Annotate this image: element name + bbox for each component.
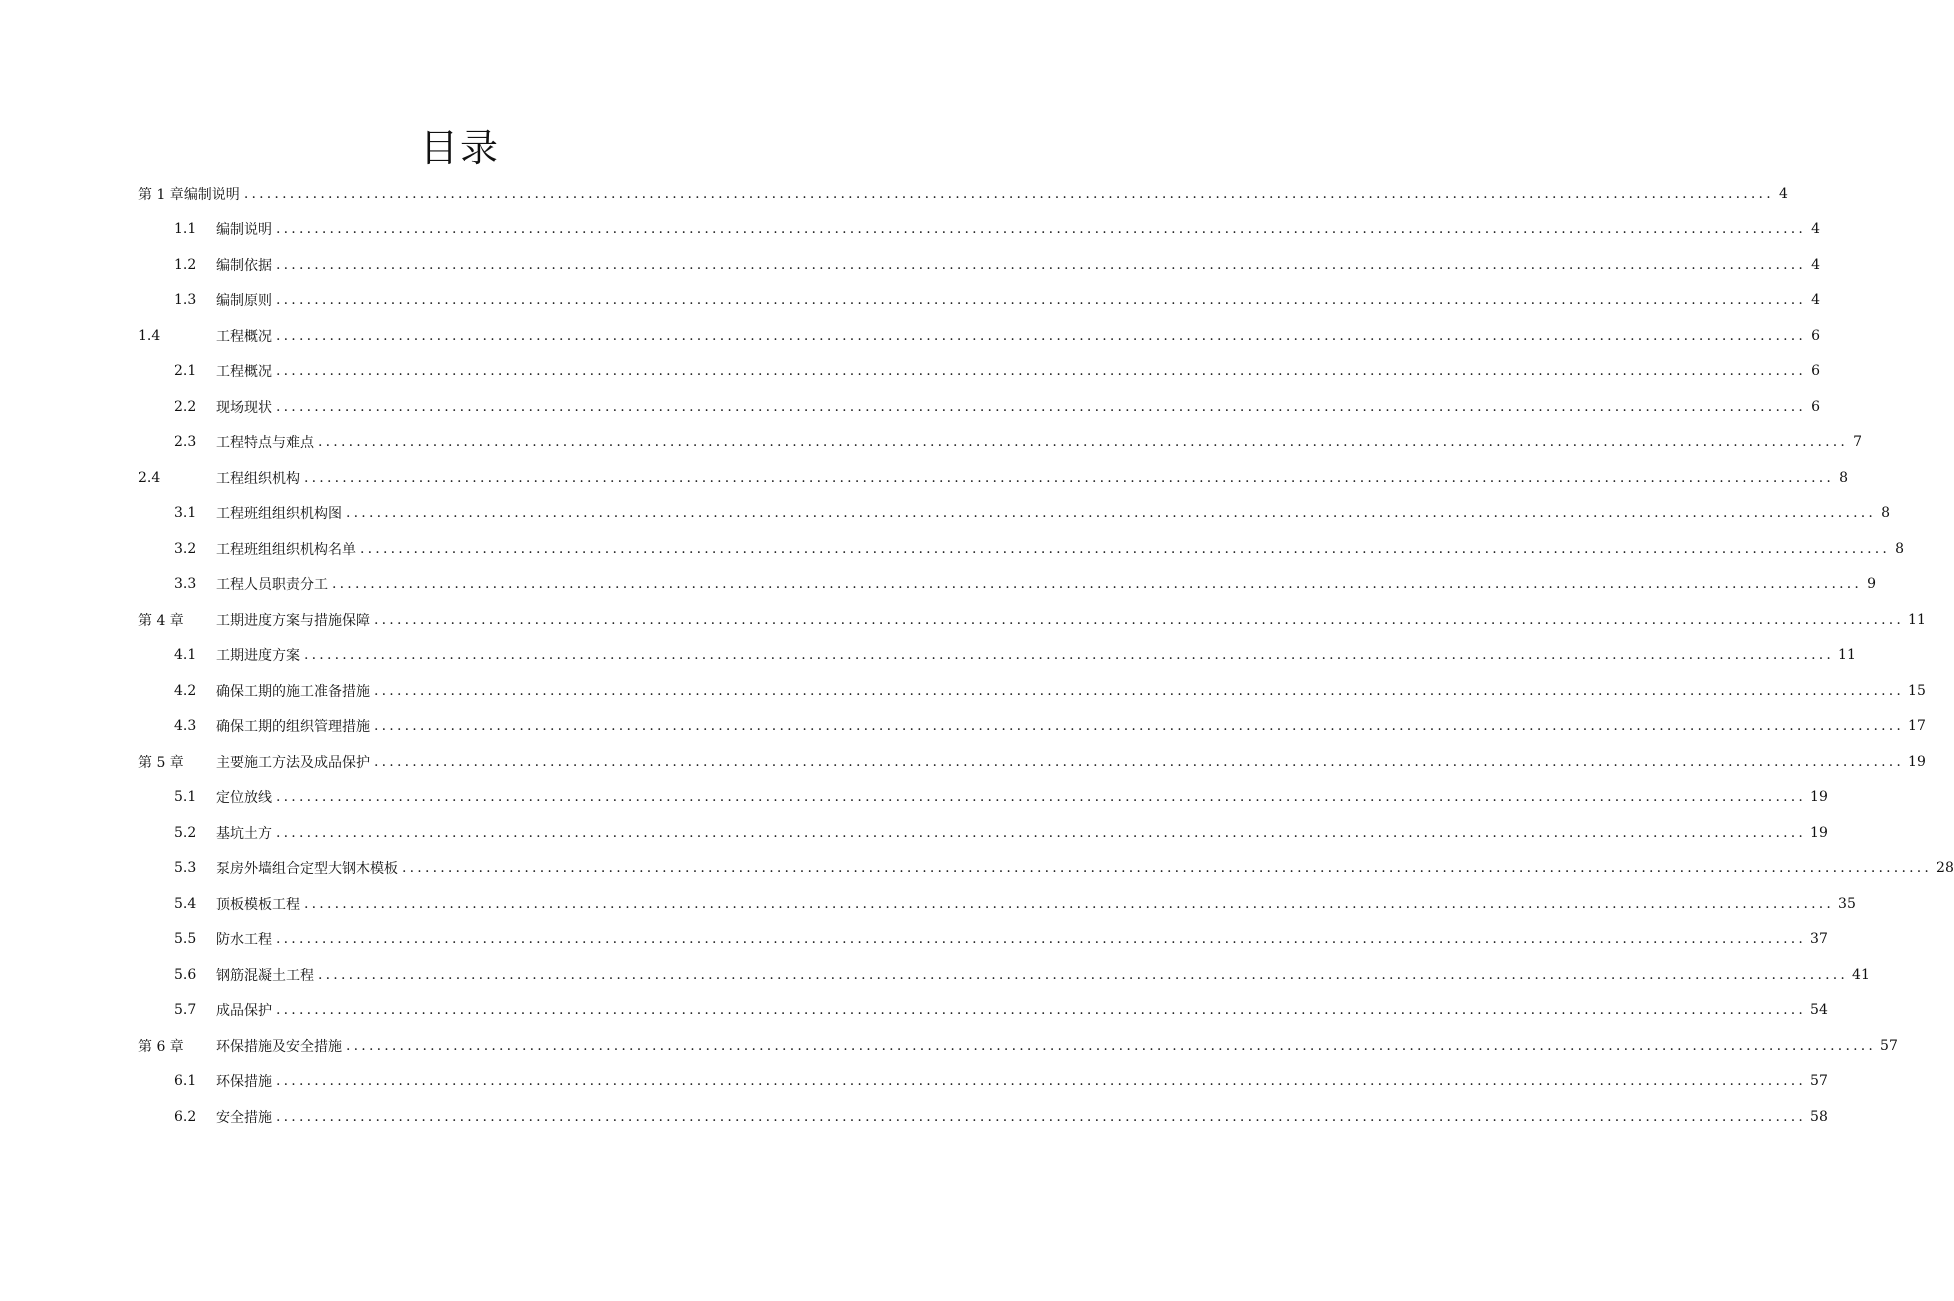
toc-entry-title: 工程特点与难点 bbox=[216, 435, 314, 452]
toc-entry-number: 3.2 bbox=[174, 540, 197, 557]
toc-entry-number: 2.4 bbox=[138, 469, 161, 486]
toc-entry-number: 5.5 bbox=[174, 931, 197, 948]
toc-dot-leader: ........................................................................................................................................................................................................ bbox=[304, 469, 1835, 486]
toc-entry-title: 钢筋混凝土工程 bbox=[216, 967, 314, 984]
toc-entry-title: 安全措施 bbox=[216, 1109, 272, 1126]
table-of-contents bbox=[138, 176, 1954, 1135]
toc-dot-leader: ........................................................................................................................................................................................................ bbox=[374, 682, 1905, 699]
toc-entry[interactable] bbox=[138, 602, 1926, 638]
toc-entry-title: 工期进度方案与措施保障 bbox=[216, 612, 370, 629]
toc-entry-title: 现场现状 bbox=[216, 399, 272, 416]
toc-entry-page: 4 bbox=[1811, 256, 1821, 273]
toc-entry[interactable] bbox=[138, 247, 1821, 283]
toc-entry[interactable] bbox=[138, 389, 1821, 425]
toc-entry-title: 工程概况 bbox=[216, 328, 272, 345]
toc-entry-number: 6.1 bbox=[174, 1073, 197, 1090]
toc-entry[interactable] bbox=[138, 354, 1821, 390]
toc-entry-number: 1.2 bbox=[174, 256, 197, 273]
toc-dot-leader: ........................................................................................................................................................................................................ bbox=[374, 611, 1905, 628]
toc-entry-page: 11 bbox=[1908, 611, 1926, 628]
toc-entry-page: 4 bbox=[1811, 221, 1821, 238]
toc-entry-number: 4.3 bbox=[174, 718, 197, 735]
toc-entry-number: 5.6 bbox=[174, 966, 197, 983]
toc-entry-page: 19 bbox=[1908, 753, 1926, 770]
toc-entry-title: 编制说明 bbox=[216, 222, 272, 239]
toc-dot-leader: ........................................................................................................................................................................................................ bbox=[276, 824, 1807, 841]
toc-entry-title: 定位放线 bbox=[216, 790, 272, 807]
toc-dot-leader: ........................................................................................................................................................................................................ bbox=[276, 931, 1807, 948]
toc-entry[interactable] bbox=[138, 1028, 1898, 1064]
toc-entry-number: 4.2 bbox=[174, 682, 197, 699]
toc-entry-number: 6.2 bbox=[174, 1108, 197, 1125]
toc-entry[interactable] bbox=[138, 815, 1828, 851]
toc-entry-title: 成品保护 bbox=[216, 1003, 272, 1020]
toc-entry-title: 编制说明 bbox=[183, 186, 240, 203]
toc-entry-page: 57 bbox=[1880, 1037, 1898, 1054]
toc-entry-number: 2.2 bbox=[174, 398, 197, 415]
toc-entry-page: 41 bbox=[1852, 966, 1870, 983]
toc-entry-page: 28 bbox=[1936, 860, 1954, 877]
toc-dot-leader: ........................................................................................................................................................................................................ bbox=[276, 398, 1807, 415]
toc-entry-number: 第 1 章 bbox=[138, 186, 184, 203]
toc-entry-number: 3.3 bbox=[174, 576, 197, 593]
toc-entry-title: 环保措施及安全措施 bbox=[216, 1038, 342, 1055]
toc-dot-leader: ........................................................................................................................................................................................................ bbox=[276, 221, 1807, 238]
toc-entry-page: 11 bbox=[1838, 647, 1856, 664]
toc-entry-number: 第 4 章 bbox=[138, 612, 184, 629]
toc-dot-leader: ........................................................................................................................................................................................................ bbox=[318, 966, 1849, 983]
toc-entry[interactable] bbox=[138, 993, 1828, 1029]
toc-entry-page: 6 bbox=[1811, 327, 1821, 344]
toc-entry-title: 工期进度方案 bbox=[216, 648, 300, 665]
toc-dot-leader: ........................................................................................................................................................................................................ bbox=[276, 1108, 1807, 1125]
toc-entry-page: 9 bbox=[1867, 576, 1877, 593]
toc-entry-number: 4.1 bbox=[174, 647, 197, 664]
toc-entry[interactable] bbox=[138, 212, 1821, 248]
toc-dot-leader: ........................................................................................................................................................................................................ bbox=[276, 292, 1807, 309]
toc-dot-leader: ........................................................................................................................................................................................................ bbox=[346, 505, 1877, 522]
toc-entry-page: 4 bbox=[1811, 292, 1821, 309]
toc-entry-page: 57 bbox=[1810, 1073, 1828, 1090]
toc-entry-number: 1.4 bbox=[138, 327, 161, 344]
toc-dot-leader: ........................................................................................................................................................................................................ bbox=[360, 540, 1891, 557]
toc-entry-title: 防水工程 bbox=[216, 932, 272, 949]
toc-entry-title: 编制依据 bbox=[216, 257, 272, 274]
toc-entry-title: 主要施工方法及成品保护 bbox=[216, 754, 370, 771]
toc-entry-number: 2.1 bbox=[174, 363, 197, 380]
toc-entry-title: 工程班组组织机构图 bbox=[216, 506, 342, 523]
toc-entry-number: 5.4 bbox=[174, 895, 197, 912]
toc-entry-title: 工程人员职责分工 bbox=[216, 577, 328, 594]
toc-entry-title: 工程班组组织机构名单 bbox=[216, 541, 356, 558]
toc-entry-page: 17 bbox=[1908, 718, 1926, 735]
toc-dot-leader: ........................................................................................................................................................................................................ bbox=[276, 256, 1807, 273]
toc-dot-leader: ........................................................................................................................................................................................................ bbox=[276, 363, 1807, 380]
toc-entry-title: 工程组织机构 bbox=[216, 470, 300, 487]
toc-dot-leader: ........................................................................................................................................................................................................ bbox=[304, 647, 1835, 664]
toc-entry-number: 1.1 bbox=[174, 221, 197, 238]
toc-entry[interactable] bbox=[138, 531, 1905, 567]
toc-entry-number: 第 6 章 bbox=[138, 1038, 184, 1055]
toc-entry-title: 泵房外墙组合定型大钢木模板 bbox=[216, 861, 398, 878]
toc-entry[interactable] bbox=[138, 318, 1821, 354]
toc-entry[interactable] bbox=[138, 957, 1870, 993]
toc-entry-number: 5.3 bbox=[174, 860, 197, 877]
toc-entry-number: 1.3 bbox=[174, 292, 197, 309]
toc-entry[interactable] bbox=[138, 922, 1828, 958]
toc-dot-leader: ........................................................................................................................................................................................................ bbox=[374, 753, 1905, 770]
toc-dot-leader: ........................................................................................................................................................................................................ bbox=[332, 576, 1863, 593]
toc-entry-page: 35 bbox=[1838, 895, 1856, 912]
toc-entry-page: 15 bbox=[1908, 682, 1926, 699]
toc-entry-number: 5.1 bbox=[174, 789, 197, 806]
toc-dot-leader: ........................................................................................................................................................................................................ bbox=[346, 1037, 1877, 1054]
toc-entry-page: 7 bbox=[1853, 434, 1863, 451]
toc-entry-page: 8 bbox=[1839, 469, 1849, 486]
toc-entry-page: 4 bbox=[1778, 185, 1788, 202]
toc-entry[interactable] bbox=[138, 567, 1877, 603]
toc-entry[interactable] bbox=[138, 1099, 1828, 1135]
toc-entry-page: 8 bbox=[1895, 540, 1905, 557]
toc-dot-leader: ........................................................................................................................................................................................................ bbox=[276, 789, 1807, 806]
toc-entry-page: 19 bbox=[1810, 824, 1828, 841]
toc-entry[interactable] bbox=[138, 425, 1863, 461]
toc-entry[interactable] bbox=[138, 851, 1954, 887]
toc-entry-page: 37 bbox=[1810, 931, 1828, 948]
toc-entry[interactable] bbox=[138, 886, 1856, 922]
toc-entry-page: 6 bbox=[1811, 363, 1821, 380]
toc-entry-title: 顶板模板工程 bbox=[216, 896, 300, 913]
toc-dot-leader: ........................................................................................................................................................................................................ bbox=[304, 895, 1835, 912]
toc-dot-leader: ........................................................................................................................................................................................................ bbox=[276, 1002, 1807, 1019]
toc-dot-leader: ........................................................................................................................................................................................................ bbox=[374, 718, 1905, 735]
toc-entry[interactable] bbox=[138, 460, 1849, 496]
toc-entry-title: 基坑土方 bbox=[216, 825, 272, 842]
toc-entry-page: 8 bbox=[1881, 505, 1891, 522]
toc-entry[interactable] bbox=[138, 673, 1926, 709]
toc-entry[interactable] bbox=[138, 176, 1788, 212]
toc-entry-page: 19 bbox=[1810, 789, 1828, 806]
toc-dot-leader: ........................................................................................................................................................................................................ bbox=[276, 1073, 1807, 1090]
toc-entry-title: 编制原则 bbox=[216, 293, 272, 310]
toc-entry[interactable] bbox=[138, 744, 1926, 780]
toc-entry-page: 54 bbox=[1810, 1002, 1828, 1019]
toc-entry[interactable] bbox=[138, 1064, 1828, 1100]
toc-entry-page: 6 bbox=[1811, 398, 1821, 415]
toc-entry-number: 5.2 bbox=[174, 824, 197, 841]
toc-entry[interactable] bbox=[138, 638, 1856, 674]
toc-entry-number: 第 5 章 bbox=[138, 754, 184, 771]
toc-entry[interactable] bbox=[138, 283, 1821, 319]
toc-entry-page: 58 bbox=[1810, 1108, 1828, 1125]
toc-entry[interactable] bbox=[138, 496, 1891, 532]
toc-entry-number: 5.7 bbox=[174, 1002, 197, 1019]
toc-entry-number: 2.3 bbox=[174, 434, 197, 451]
toc-entry[interactable] bbox=[138, 709, 1926, 745]
toc-dot-leader: ........................................................................................................................................................................................................ bbox=[318, 434, 1849, 451]
toc-entry-title: 工程概况 bbox=[216, 364, 272, 381]
toc-entry-title: 环保措施 bbox=[216, 1074, 272, 1091]
page-title: 目录 bbox=[419, 126, 500, 170]
toc-entry-number: 3.1 bbox=[174, 505, 197, 522]
toc-dot-leader: ........................................................................................................................................................................................................ bbox=[276, 327, 1807, 344]
toc-entry-title: 确保工期的施工准备措施 bbox=[216, 683, 370, 700]
toc-dot-leader: ........................................................................................................................................................................................................ bbox=[243, 185, 1774, 202]
toc-dot-leader: ........................................................................................................................................................................................................ bbox=[402, 860, 1933, 877]
toc-entry-title: 确保工期的组织管理措施 bbox=[216, 719, 370, 736]
toc-entry[interactable] bbox=[138, 780, 1828, 816]
